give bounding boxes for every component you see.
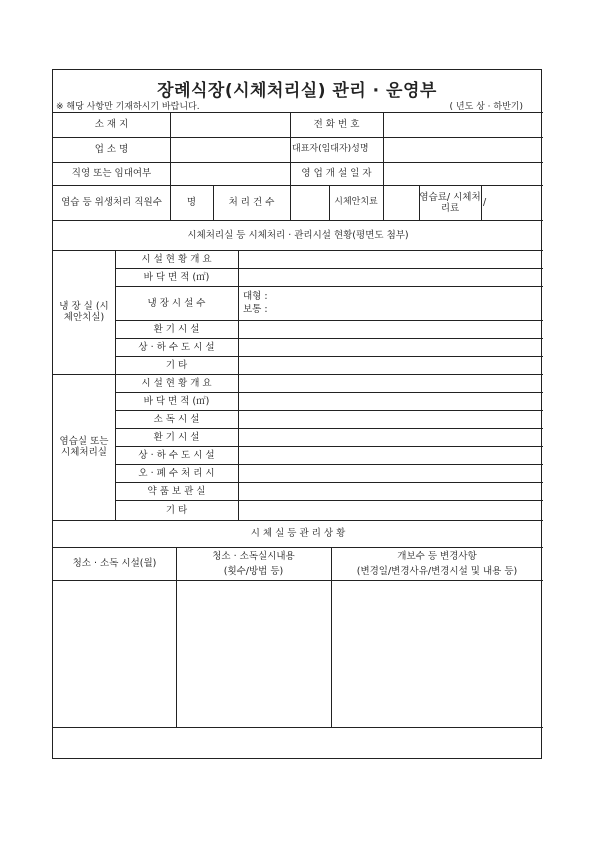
staff-label: 염습 등 위생처리 직원수 xyxy=(61,197,162,208)
storage-fee-input[interactable] xyxy=(383,185,419,220)
location-input[interactable] xyxy=(170,112,290,137)
form-title: 장례식장(시체처리실) 관리 · 운영부 xyxy=(157,81,437,101)
direct-lease-input[interactable] xyxy=(170,162,290,185)
open-date-input[interactable] xyxy=(383,162,543,185)
cold-room-item: 기 타 xyxy=(165,359,188,371)
mgmt-cleaning-input[interactable] xyxy=(53,580,176,727)
wash-room-item: 소 독 시 설 xyxy=(153,413,200,425)
phone-input[interactable] xyxy=(383,112,543,137)
mgmt-col-cleaning: 청소 · 소독 시설(월) xyxy=(72,558,157,569)
mgmt-col-content: 청소 · 소독실시내용 xyxy=(212,550,295,562)
mgmt-col-changes: 개보수 등 변경사항 xyxy=(397,550,477,562)
storage-fee-label: 시체안치료 xyxy=(334,197,378,207)
wash-room-item: 오 · 폐 수 처 리 시 xyxy=(138,467,215,479)
process-count-input[interactable] xyxy=(290,185,329,220)
phone-label: 전 화 번 호 xyxy=(313,119,360,130)
cold-room-item: 바 닥 면 적 (㎡) xyxy=(143,271,210,283)
business-name-input[interactable] xyxy=(170,137,290,162)
wash-room-item: 약 품 보 관 실 xyxy=(147,485,206,497)
staff-unit: 명 xyxy=(186,197,197,208)
wash-room-label: 염습실 또는 시체처리실 xyxy=(59,436,109,458)
wash-fee-input[interactable]: / xyxy=(483,197,487,208)
representative-input[interactable] xyxy=(383,137,543,162)
wash-fee-label: 염습료/ 시체처리료 xyxy=(419,191,481,214)
period-field[interactable]: ( 년도 상 · 하반기) xyxy=(449,102,523,112)
fridge-large-label: 대형 : xyxy=(243,290,268,302)
facility-header: 시체처리실 등 시체처리 · 관리시설 현황(평면도 첨부) xyxy=(187,229,409,241)
direct-lease-label: 직영 또는 임대여부 xyxy=(71,168,152,179)
cold-room-item: 상 · 하 수 도 시 설 xyxy=(138,341,215,353)
management-header: 시 체 실 등 관 리 상 황 xyxy=(250,528,346,539)
cold-room-item: 냉 장 시 설 수 xyxy=(147,297,206,309)
wash-room-item: 바 닥 면 적 (㎡) xyxy=(143,395,210,407)
cold-room-item: 환 기 시 설 xyxy=(153,323,200,335)
cold-room-item: 시 설 현 황 개 요 xyxy=(141,253,212,265)
wash-room-item: 상 · 하 수 도 시 설 xyxy=(138,449,215,461)
business-name-label: 업 소 명 xyxy=(94,144,129,155)
instruction-note: ※ 해당 사항만 기재하시기 바랍니다. xyxy=(56,102,200,112)
mgmt-content-input[interactable] xyxy=(176,580,331,727)
mgmt-col-content-sub: (횟수/방법 등) xyxy=(223,565,284,577)
cold-room-label: 냉 장 실 (시체안치실) xyxy=(59,301,109,323)
wash-room-item: 시 설 현 황 개 요 xyxy=(141,377,212,389)
location-label: 소 재 지 xyxy=(94,119,129,130)
open-date-label: 영 업 개 설 일 자 xyxy=(301,168,372,179)
process-count-label: 처 리 건 수 xyxy=(228,197,275,208)
fridge-normal-label: 보통 : xyxy=(243,303,268,315)
mgmt-col-changes-sub: (변경일/변경사유/변경시설 및 내용 등) xyxy=(356,565,518,577)
representative-label: 대표자(임대자)성명 xyxy=(292,144,369,154)
mgmt-changes-input[interactable] xyxy=(331,580,543,727)
form-frame xyxy=(52,69,542,759)
footer-input[interactable] xyxy=(53,727,543,760)
wash-room-item: 기 타 xyxy=(165,504,188,516)
wash-room-item: 환 기 시 설 xyxy=(153,431,200,443)
